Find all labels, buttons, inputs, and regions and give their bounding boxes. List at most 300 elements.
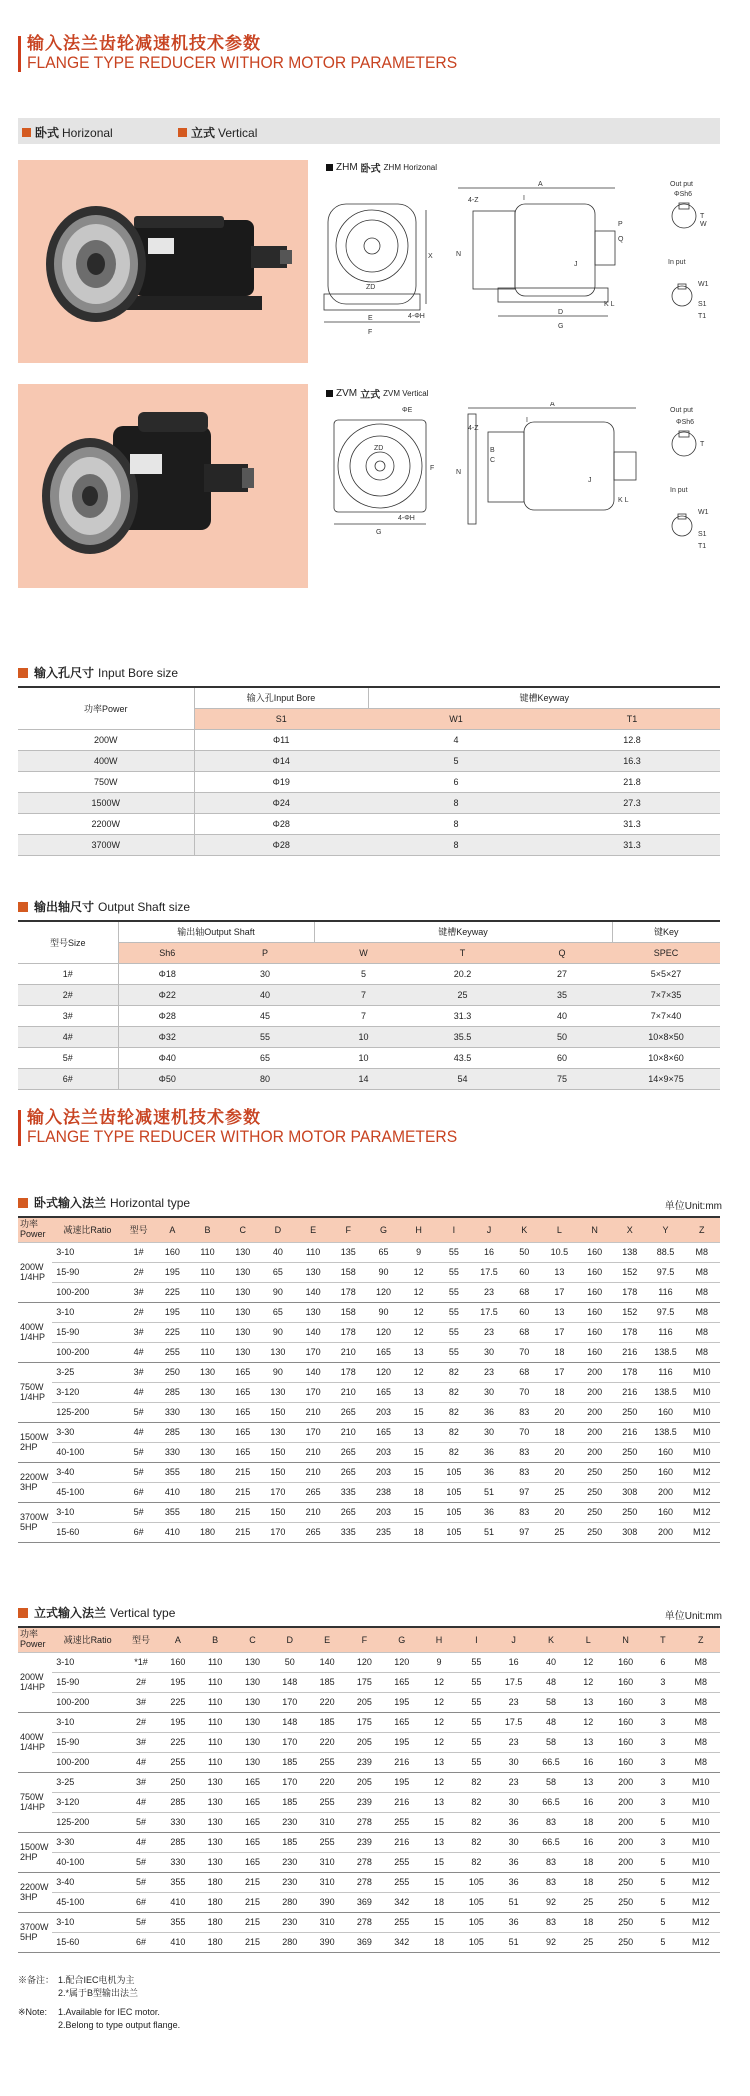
table-cell: M8 <box>682 1752 720 1772</box>
table-cell: 158 <box>331 1302 366 1322</box>
table-cell: 3 <box>644 1672 681 1692</box>
table-cell: 15 <box>420 1852 457 1872</box>
column-header: 型号 <box>123 1627 159 1652</box>
table-cell: 3-10 <box>52 1912 123 1932</box>
table-cell: 120 <box>366 1362 401 1382</box>
table-cell: 97 <box>507 1482 542 1502</box>
table-cell: 25 <box>542 1482 577 1502</box>
table-cell: 239 <box>346 1792 383 1812</box>
column-header: I <box>436 1217 471 1242</box>
table-cell: 400W <box>18 750 194 771</box>
table-cell: 180 <box>190 1462 225 1482</box>
table-cell: 51 <box>495 1892 532 1912</box>
svg-text:4-ΦH: 4-ΦH <box>398 515 415 522</box>
table-cell: 200W <box>18 729 194 750</box>
table-cell: 165 <box>225 1402 260 1422</box>
table-cell: 68 <box>507 1282 542 1302</box>
svg-text:Q: Q <box>618 236 624 243</box>
table-cell: 18 <box>570 1812 607 1832</box>
table-cell: 238 <box>366 1482 401 1502</box>
table-cell: 170 <box>271 1732 308 1752</box>
column-header: B <box>190 1217 225 1242</box>
table-cell: 160 <box>159 1652 196 1672</box>
table-cell: 203 <box>366 1442 401 1462</box>
table-row <box>18 1692 720 1712</box>
vertical-type-header <box>18 1604 175 1621</box>
table-row <box>18 1482 720 1502</box>
column-header: G <box>383 1627 420 1652</box>
table-cell: 15-60 <box>52 1522 122 1542</box>
table-cell: 110 <box>196 1712 233 1732</box>
table-cell: 250 <box>612 1402 647 1422</box>
table-cell: 45-100 <box>52 1892 123 1912</box>
table-cell: 83 <box>532 1852 569 1872</box>
table-cell: 5# <box>18 1047 118 1068</box>
table-cell: 13 <box>401 1382 436 1402</box>
table-cell: 140 <box>296 1322 331 1342</box>
table-cell: 4# <box>123 1342 155 1362</box>
tab-horizontal[interactable] <box>22 124 113 141</box>
table-cell: 30 <box>495 1792 532 1812</box>
table-cell: 250 <box>607 1892 644 1912</box>
table-cell: 100-200 <box>52 1752 123 1772</box>
table-cell: 10×8×60 <box>612 1047 720 1068</box>
table-cell: 6# <box>123 1522 155 1542</box>
table-cell: 82 <box>436 1362 471 1382</box>
table-cell: 18 <box>420 1892 457 1912</box>
table-cell: 35 <box>512 984 612 1005</box>
vertical-title-cn: 立式输入法兰 <box>34 1606 107 1620</box>
svg-text:I: I <box>523 195 525 202</box>
tab-vertical[interactable] <box>178 124 257 141</box>
table-cell: 310 <box>308 1852 345 1872</box>
table-cell: 82 <box>436 1382 471 1402</box>
table-row <box>18 1442 720 1462</box>
table-cell: 330 <box>159 1812 196 1832</box>
table-cell: M8 <box>682 1672 720 1692</box>
table-cell: M12 <box>682 1872 720 1892</box>
table-cell: 160 <box>607 1692 644 1712</box>
table-row <box>18 1362 720 1382</box>
table-row <box>18 1932 720 1952</box>
table-cell: 410 <box>159 1892 196 1912</box>
table-cell: 225 <box>159 1732 196 1752</box>
table-row <box>18 984 720 1005</box>
table-cell: 50 <box>512 1026 612 1047</box>
table-cell: 160 <box>607 1672 644 1692</box>
col-t1: T1 <box>544 708 720 729</box>
column-header: L <box>570 1627 607 1652</box>
table-cell: 138 <box>612 1242 647 1262</box>
table-cell: 92 <box>532 1932 569 1952</box>
svg-text:4-Z: 4-Z <box>468 425 479 432</box>
table-cell: 13 <box>542 1262 577 1282</box>
table-cell: 165 <box>366 1342 401 1362</box>
table-row <box>18 1342 720 1362</box>
zvm-cn: 立式 <box>360 390 381 401</box>
table-cell: 82 <box>436 1422 471 1442</box>
table-cell: 200 <box>607 1772 644 1792</box>
col-keyway: 键槽Keyway <box>368 687 720 708</box>
table-cell: 160 <box>577 1302 612 1322</box>
table-cell: 180 <box>196 1872 233 1892</box>
table-cell: 255 <box>308 1752 345 1772</box>
table-cell: 130 <box>260 1342 295 1362</box>
table-cell: 65 <box>260 1262 295 1282</box>
table-cell: 82 <box>458 1832 495 1852</box>
table-cell: 25 <box>542 1522 577 1542</box>
table-row <box>18 1522 720 1542</box>
table-cell: 120 <box>366 1322 401 1342</box>
table-cell: M8 <box>682 1692 720 1712</box>
column-header: 型号 <box>123 1217 155 1242</box>
table-cell: 180 <box>190 1522 225 1542</box>
table-cell: 20.2 <box>413 963 512 984</box>
table-row <box>18 1852 720 1872</box>
col-power: 功率Power <box>18 687 194 729</box>
table-cell: 203 <box>366 1462 401 1482</box>
table-cell: 165 <box>383 1672 420 1692</box>
table-row <box>18 1892 720 1912</box>
table-cell: 16 <box>570 1832 607 1852</box>
table-cell: 170 <box>296 1382 331 1402</box>
svg-text:X: X <box>428 253 433 260</box>
table-cell: 48 <box>532 1672 569 1692</box>
table-cell: M8 <box>682 1712 720 1732</box>
table-cell: 68 <box>507 1362 542 1382</box>
table-cell: 152 <box>612 1262 647 1282</box>
table-cell: 88.5 <box>647 1242 683 1262</box>
table-cell: M10 <box>684 1362 720 1382</box>
table-row <box>18 729 720 750</box>
table-cell: 160 <box>607 1712 644 1732</box>
table-cell: 178 <box>331 1362 366 1382</box>
table-cell: 235 <box>366 1522 401 1542</box>
note-en-1: 1.Available for IEC motor. <box>58 2007 160 2018</box>
table-cell: 110 <box>196 1692 233 1712</box>
col-keyway: 键槽Keyway <box>314 921 612 942</box>
table-cell: 285 <box>155 1422 190 1442</box>
table-cell: 82 <box>458 1772 495 1792</box>
table-cell: 160 <box>577 1262 612 1282</box>
table-cell: 3 <box>644 1692 681 1712</box>
table-cell: 175 <box>346 1712 383 1732</box>
table-cell: 83 <box>532 1872 569 1892</box>
table-cell: 15 <box>401 1502 436 1522</box>
svg-text:F: F <box>430 465 435 472</box>
power-cell: 1500W 2HP <box>18 1422 52 1462</box>
table-cell: 66.5 <box>532 1832 569 1852</box>
table-cell: 110 <box>190 1262 225 1282</box>
table-cell: 9 <box>401 1242 436 1262</box>
table-cell: 18 <box>542 1422 577 1442</box>
table-cell: 130 <box>190 1362 225 1382</box>
table-row <box>18 834 720 855</box>
table-cell: M12 <box>682 1912 720 1932</box>
brand-label: ZD <box>374 445 384 452</box>
input-bore-header <box>18 664 178 681</box>
table-cell: *1# <box>123 1652 159 1672</box>
table-cell: 90 <box>260 1322 295 1342</box>
table-cell: 210 <box>296 1462 331 1482</box>
table-cell: 180 <box>190 1502 225 1522</box>
column-header: E <box>296 1217 331 1242</box>
table-cell: 13 <box>420 1832 457 1852</box>
zhm-drawing-label <box>326 160 437 175</box>
table-cell: 55 <box>436 1262 471 1282</box>
table-cell: 3-25 <box>52 1362 122 1382</box>
table-cell: 30 <box>495 1832 532 1852</box>
col-w: W <box>314 942 413 963</box>
square-bullet-icon <box>178 128 187 137</box>
table-cell: 170 <box>260 1522 295 1542</box>
power-cell: 2200W 3HP <box>18 1872 52 1912</box>
table-row <box>18 1652 720 1672</box>
table-cell: 165 <box>383 1712 420 1732</box>
table-cell: 210 <box>296 1502 331 1522</box>
table-cell: 17.5 <box>495 1712 532 1732</box>
col-s1: S1 <box>194 708 368 729</box>
table-cell: 170 <box>260 1482 295 1502</box>
table-cell: 12 <box>420 1712 457 1732</box>
input-label: In put <box>668 259 686 266</box>
table-cell: 185 <box>271 1832 308 1852</box>
table-cell: 216 <box>612 1382 647 1402</box>
table-cell: 16 <box>495 1652 532 1672</box>
output-shaft-table <box>18 920 720 1090</box>
table-cell: 13 <box>570 1772 607 1792</box>
table-cell: 130 <box>190 1422 225 1442</box>
table-cell: 3# <box>18 1005 118 1026</box>
table-cell: 55 <box>216 1026 314 1047</box>
table-cell: 165 <box>225 1362 260 1382</box>
table-cell: 18 <box>401 1522 436 1542</box>
table-cell: M10 <box>684 1422 720 1442</box>
column-header: K <box>532 1627 569 1652</box>
column-header: J <box>495 1627 532 1652</box>
table-cell: 3 <box>644 1772 681 1792</box>
table-cell: 165 <box>234 1832 271 1852</box>
table-cell: 308 <box>612 1482 647 1502</box>
table-cell: 100-200 <box>52 1342 122 1362</box>
column-header: Z <box>684 1217 720 1242</box>
table-cell: 55 <box>436 1342 471 1362</box>
power-cell: 400W 1/4HP <box>18 1302 52 1362</box>
table-cell: 30 <box>495 1752 532 1772</box>
table-cell: 130 <box>234 1652 271 1672</box>
table-cell: 25 <box>413 984 512 1005</box>
table-cell: 130 <box>190 1382 225 1402</box>
table-cell: 250 <box>577 1502 612 1522</box>
table-cell: 13 <box>420 1792 457 1812</box>
table-cell: 5 <box>644 1912 681 1932</box>
table-cell: 215 <box>234 1912 271 1932</box>
column-header: 减速比Ratio <box>52 1217 122 1242</box>
table-cell: 92 <box>532 1892 569 1912</box>
column-header: F <box>346 1627 383 1652</box>
table-row <box>18 1752 720 1772</box>
table-cell: 125-200 <box>52 1812 123 1832</box>
table-cell: 60 <box>507 1262 542 1282</box>
table-cell: 110 <box>190 1242 225 1262</box>
table-cell: 10 <box>314 1026 413 1047</box>
table-cell: 15-90 <box>52 1732 123 1752</box>
svg-text:T: T <box>700 441 705 448</box>
table-cell: 55 <box>458 1672 495 1692</box>
table-cell: 195 <box>155 1262 190 1282</box>
table-cell: 215 <box>225 1482 260 1502</box>
section-title-2 <box>18 1110 495 1146</box>
table-cell: 265 <box>331 1402 366 1422</box>
table-cell: 31.3 <box>544 834 720 855</box>
table-cell: 390 <box>308 1932 345 1952</box>
table-cell: 3# <box>123 1322 155 1342</box>
table-cell: 195 <box>383 1772 420 1792</box>
table-row <box>18 1026 720 1047</box>
table-cell: 255 <box>308 1792 345 1812</box>
table-cell: 160 <box>607 1752 644 1772</box>
vertical-reducer-photo <box>18 384 308 588</box>
table-cell: 140 <box>296 1282 331 1302</box>
table-cell: 3-120 <box>52 1382 122 1402</box>
notes-cn-row <box>18 1974 180 1987</box>
svg-text:A: A <box>538 181 543 188</box>
table-cell: 4# <box>123 1832 159 1852</box>
table-row <box>18 1462 720 1482</box>
table-cell: 12.8 <box>544 729 720 750</box>
column-header: K <box>507 1217 542 1242</box>
table-cell: 369 <box>346 1932 383 1952</box>
table-cell: 17 <box>542 1362 577 1382</box>
horizontal-type-header <box>18 1194 190 1211</box>
table-cell: 12 <box>570 1652 607 1672</box>
table-cell: 216 <box>612 1422 647 1442</box>
column-header: C <box>234 1627 271 1652</box>
column-header: D <box>260 1217 295 1242</box>
table-cell: 130 <box>196 1852 233 1872</box>
table-cell: 342 <box>383 1932 420 1952</box>
table-cell: 210 <box>296 1402 331 1422</box>
power-cell: 1500W 2HP <box>18 1832 52 1872</box>
table-cell: 90 <box>366 1302 401 1322</box>
horizontal-title-cn: 卧式输入法兰 <box>34 1196 107 1210</box>
table-row <box>18 1262 720 1282</box>
table-cell: 55 <box>436 1282 471 1302</box>
table-cell: 3-10 <box>52 1302 122 1322</box>
table-cell: 130 <box>234 1732 271 1752</box>
table-cell: 2# <box>123 1262 155 1282</box>
table-cell: 60 <box>507 1302 542 1322</box>
svg-text:G: G <box>558 323 564 330</box>
table-cell: 150 <box>260 1462 295 1482</box>
svg-text:E: E <box>368 315 373 322</box>
column-header: B <box>196 1627 233 1652</box>
square-bullet-icon <box>18 1608 28 1618</box>
table-cell: 51 <box>471 1522 506 1542</box>
table-cell: 17 <box>542 1282 577 1302</box>
table-row <box>18 1672 720 1692</box>
table-row <box>18 750 720 771</box>
table-cell: 130 <box>225 1282 260 1302</box>
table-cell: 180 <box>190 1482 225 1502</box>
table-cell: 215 <box>225 1462 260 1482</box>
table-cell: 90 <box>366 1262 401 1282</box>
table-cell: 5# <box>123 1812 159 1832</box>
table-cell: 205 <box>346 1732 383 1752</box>
column-header: 功率 Power <box>18 1627 52 1652</box>
table-cell: 225 <box>155 1322 190 1342</box>
table-cell: 18 <box>542 1342 577 1362</box>
table-cell: 83 <box>507 1442 542 1462</box>
table-cell: 216 <box>383 1752 420 1772</box>
table-cell: 27.3 <box>544 792 720 813</box>
table-cell: 369 <box>346 1892 383 1912</box>
table-cell: M12 <box>684 1502 720 1522</box>
table-cell: 138.5 <box>647 1422 683 1442</box>
table-cell: 55 <box>436 1322 471 1342</box>
table-cell: 160 <box>647 1442 683 1462</box>
table-cell: 160 <box>607 1732 644 1752</box>
column-header: N <box>577 1217 612 1242</box>
table-row <box>18 1502 720 1522</box>
table-cell: 13 <box>570 1732 607 1752</box>
table-cell: 55 <box>458 1692 495 1712</box>
table-cell: 12 <box>420 1672 457 1692</box>
table-cell: 250 <box>155 1362 190 1382</box>
table-cell: 97 <box>507 1522 542 1542</box>
table-cell: 83 <box>507 1502 542 1522</box>
table-cell: 215 <box>225 1502 260 1522</box>
table-row <box>18 1242 720 1262</box>
column-header: 功率 Power <box>18 1217 52 1242</box>
table-cell: 105 <box>458 1872 495 1892</box>
table-row <box>18 1282 720 1302</box>
column-header: A <box>155 1217 190 1242</box>
table-cell: 54 <box>413 1068 512 1089</box>
table-cell: 110 <box>190 1282 225 1302</box>
table-cell: 36 <box>495 1812 532 1832</box>
table-cell: 150 <box>260 1442 295 1462</box>
table-row <box>18 1912 720 1932</box>
table-cell: 2# <box>123 1302 155 1322</box>
table-cell: 100-200 <box>52 1282 122 1302</box>
table-cell: 5# <box>123 1462 155 1482</box>
power-cell: 200W 1/4HP <box>18 1242 52 1302</box>
table-cell: M10 <box>684 1382 720 1402</box>
table-cell: 15 <box>420 1812 457 1832</box>
table-cell: 10.5 <box>542 1242 577 1262</box>
table-cell: 410 <box>159 1932 196 1952</box>
table-cell: 20 <box>542 1442 577 1462</box>
svg-text:D: D <box>558 309 564 316</box>
table-cell: 3-10 <box>52 1502 122 1522</box>
table-cell: 110 <box>196 1752 233 1772</box>
column-header: J <box>471 1217 506 1242</box>
table-cell: 83 <box>507 1462 542 1482</box>
section-title-1 <box>18 36 495 72</box>
table-cell: 265 <box>296 1482 331 1502</box>
table-row <box>18 792 720 813</box>
table-cell: 12 <box>570 1712 607 1732</box>
column-header: 减速比Ratio <box>52 1627 123 1652</box>
note-cn-1: 1.配合IEC电机为主 <box>58 1975 135 1985</box>
table-cell: 355 <box>155 1502 190 1522</box>
table-cell: 342 <box>383 1892 420 1912</box>
table-cell: 82 <box>458 1792 495 1812</box>
svg-text:J: J <box>574 261 578 268</box>
svg-text:W1: W1 <box>698 281 709 288</box>
table-cell: 195 <box>159 1712 196 1732</box>
